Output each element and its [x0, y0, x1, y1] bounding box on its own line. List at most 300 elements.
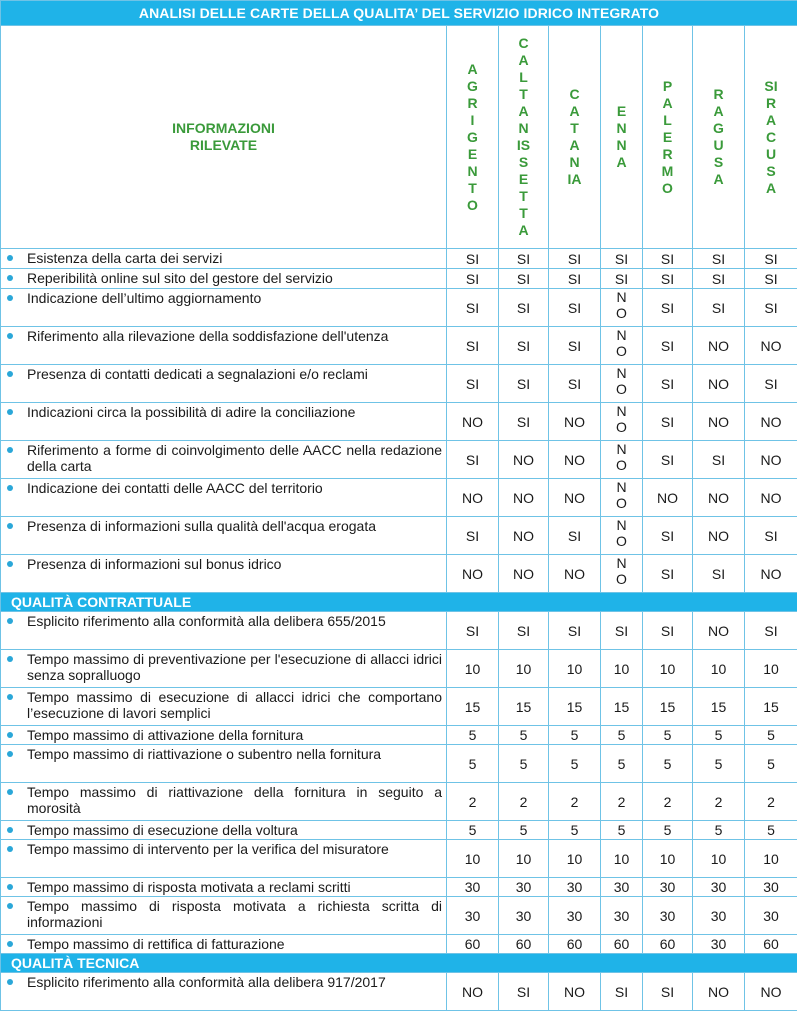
bullet-icon — [7, 371, 13, 377]
value-cell-ragusa: SI — [693, 249, 745, 269]
row-description-cell — [1, 878, 447, 897]
bullet-icon — [7, 941, 13, 947]
column-header-letter: E — [616, 103, 627, 119]
row-description: Tempo massimo di risposta motivata a reclami scritti — [27, 879, 351, 895]
value-cell-caltanissetta: SI — [499, 269, 549, 289]
value-cell-caltanissetta: 5 — [499, 745, 549, 783]
value-cell-catania: NO — [549, 403, 601, 441]
value-cell-enna: 15 — [601, 688, 643, 726]
value-cell-palermo: 30 — [643, 878, 693, 897]
value-cell-enna: N O — [601, 289, 643, 327]
column-header-letter: A — [662, 94, 673, 111]
bullet-icon — [7, 618, 13, 624]
value-cell-caltanissetta: 60 — [499, 935, 549, 954]
row-description: Tempo massimo di esecuzione della voltura — [27, 822, 298, 838]
column-header-letter: E — [662, 128, 673, 145]
column-header-ragusa — [693, 26, 745, 249]
row-description-cell — [1, 612, 447, 650]
value-cell-siracusa: SI — [745, 517, 797, 555]
table-row — [1, 783, 797, 821]
row-description-cell — [1, 897, 447, 935]
table-row — [1, 688, 797, 726]
value-cell-catania: SI — [549, 612, 601, 650]
value-cell-ragusa: 5 — [693, 745, 745, 783]
table-row — [1, 726, 797, 745]
bullet-icon — [7, 561, 13, 567]
value-cell-agrigento: 60 — [447, 935, 499, 954]
row-description: Presenza di informazioni sul bonus idrico — [27, 556, 282, 572]
value-cell-enna: SI — [601, 612, 643, 650]
value-cell-siracusa: NO — [745, 479, 797, 517]
bullet-icon — [7, 789, 13, 795]
value-cell-caltanissetta: SI — [499, 327, 549, 365]
column-header-letter: O — [467, 196, 478, 213]
value-cell-agrigento: SI — [447, 289, 499, 327]
column-header-letter: S — [518, 154, 529, 170]
value-cell-ragusa: NO — [693, 327, 745, 365]
value-cell-agrigento: 15 — [447, 688, 499, 726]
table-row — [1, 327, 797, 365]
value-cell-palermo: SI — [643, 973, 693, 1011]
value-cell-siracusa: NO — [745, 327, 797, 365]
value-cell-siracusa: 30 — [745, 878, 797, 897]
value-cell-agrigento: SI — [447, 441, 499, 479]
column-header-letter: IA — [567, 171, 582, 187]
bullet-icon — [7, 275, 13, 281]
value-cell-palermo: 30 — [643, 897, 693, 935]
bullet-icon — [7, 846, 13, 852]
column-header-letter: T — [519, 86, 528, 102]
value-cell-enna: N O — [601, 403, 643, 441]
value-cell-caltanissetta: 30 — [499, 878, 549, 897]
value-cell-palermo: SI — [643, 612, 693, 650]
value-cell-siracusa: SI — [745, 249, 797, 269]
column-header-letter: L — [519, 69, 528, 85]
column-header-letter: A — [713, 103, 724, 119]
row-description-cell — [1, 441, 447, 479]
column-header-letter: E — [467, 145, 478, 162]
value-cell-enna: 60 — [601, 935, 643, 954]
row-description: Tempo massimo di intervento per la verifica del misuratore — [27, 841, 389, 857]
column-header-enna — [601, 26, 643, 249]
value-cell-palermo: SI — [643, 555, 693, 593]
value-cell-caltanissetta: 5 — [499, 821, 549, 840]
column-header-letter: U — [765, 145, 777, 162]
section-label: QUALITÀ TECNICA — [1, 954, 797, 973]
value-cell-ragusa: SI — [693, 289, 745, 327]
value-cell-agrigento: NO — [447, 555, 499, 593]
value-cell-caltanissetta: SI — [499, 249, 549, 269]
table-row — [1, 650, 797, 688]
value-cell-palermo: 2 — [643, 783, 693, 821]
row-description: Tempo massimo di preventivazione per l'esecuzione di allacci idrici senza sopralluogo — [27, 651, 442, 683]
column-header-letter: N — [616, 137, 627, 153]
value-cell-enna: SI — [601, 973, 643, 1011]
value-cell-palermo: SI — [643, 327, 693, 365]
table-row — [1, 745, 797, 783]
value-cell-palermo: SI — [643, 365, 693, 403]
table-row — [1, 403, 797, 441]
value-cell-agrigento: 30 — [447, 897, 499, 935]
info-header — [1, 26, 447, 249]
value-cell-siracusa: NO — [745, 403, 797, 441]
value-cell-caltanissetta: SI — [499, 289, 549, 327]
column-header-letter: L — [663, 111, 672, 128]
column-header-letter: S — [713, 154, 724, 170]
value-cell-catania: SI — [549, 517, 601, 555]
value-cell-siracusa: NO — [745, 441, 797, 479]
value-cell-ragusa: NO — [693, 973, 745, 1011]
value-cell-palermo: 60 — [643, 935, 693, 954]
value-cell-siracusa: 30 — [745, 897, 797, 935]
value-cell-siracusa: 60 — [745, 935, 797, 954]
column-header-agrigento — [447, 26, 499, 249]
table-row — [1, 897, 797, 935]
row-description-cell — [1, 745, 447, 783]
value-cell-agrigento: NO — [447, 479, 499, 517]
value-cell-catania: 15 — [549, 688, 601, 726]
table-row — [1, 249, 797, 269]
value-cell-catania: 10 — [549, 840, 601, 878]
row-description: Tempo massimo di risposta motivata a richiesta scritta di informazioni — [27, 898, 442, 930]
column-header-letter: O — [662, 179, 673, 196]
value-cell-agrigento: 30 — [447, 878, 499, 897]
row-description-cell — [1, 289, 447, 327]
value-cell-enna: N O — [601, 479, 643, 517]
row-description-cell — [1, 403, 447, 441]
column-header-letter: U — [713, 137, 724, 153]
row-description: Reperibilità online sul sito del gestore del servizio — [27, 270, 333, 286]
bullet-icon — [7, 979, 13, 985]
bullet-icon — [7, 333, 13, 339]
table-row — [1, 517, 797, 555]
info-header-line: INFORMAZIONI — [172, 120, 275, 136]
value-cell-agrigento: SI — [447, 269, 499, 289]
value-cell-enna: 5 — [601, 745, 643, 783]
value-cell-siracusa: 15 — [745, 688, 797, 726]
row-description: Indicazioni circa la possibilità di adire la conciliazione — [27, 404, 356, 420]
value-cell-ragusa: SI — [693, 555, 745, 593]
row-description: Tempo massimo di rettifica di fatturazione — [27, 936, 285, 952]
value-cell-caltanissetta: SI — [499, 403, 549, 441]
value-cell-siracusa: 5 — [745, 821, 797, 840]
table-row — [1, 365, 797, 403]
value-cell-ragusa: NO — [693, 479, 745, 517]
value-cell-enna: N O — [601, 365, 643, 403]
value-cell-caltanissetta: NO — [499, 479, 549, 517]
column-header-letter: C — [765, 128, 777, 145]
value-cell-agrigento: 5 — [447, 745, 499, 783]
value-cell-ragusa: SI — [693, 441, 745, 479]
row-description-cell — [1, 821, 447, 840]
value-cell-catania: 30 — [549, 878, 601, 897]
value-cell-palermo: SI — [643, 249, 693, 269]
column-header-letter: A — [765, 179, 777, 196]
bullet-icon — [7, 255, 13, 261]
row-description-cell — [1, 479, 447, 517]
column-header-letter: G — [467, 128, 478, 145]
value-cell-enna: 5 — [601, 821, 643, 840]
bullet-icon — [7, 523, 13, 529]
bullet-icon — [7, 485, 13, 491]
bullet-icon — [7, 409, 13, 415]
column-header-catania — [549, 26, 601, 249]
column-header-letter: R — [467, 94, 478, 111]
table-row — [1, 821, 797, 840]
value-cell-ragusa: 5 — [693, 821, 745, 840]
value-cell-catania: 60 — [549, 935, 601, 954]
column-header-letter: T — [570, 120, 579, 136]
column-header-letter: S — [766, 162, 776, 179]
value-cell-ragusa: 15 — [693, 688, 745, 726]
column-header-letter: M — [661, 162, 674, 179]
row-description: Riferimento alla rilevazione della soddisfazione dell'utenza — [27, 328, 389, 344]
bullet-icon — [7, 903, 13, 909]
column-header-letter: A — [569, 103, 580, 119]
value-cell-palermo: SI — [643, 403, 693, 441]
bullet-icon — [7, 447, 13, 453]
column-header-letter: I — [470, 111, 475, 128]
table-row — [1, 441, 797, 479]
value-cell-catania: SI — [549, 327, 601, 365]
section-header-row — [1, 593, 797, 612]
value-cell-ragusa: NO — [693, 403, 745, 441]
column-header-letter: E — [518, 171, 529, 187]
value-cell-siracusa: 10 — [745, 650, 797, 688]
value-cell-caltanissetta: 10 — [499, 650, 549, 688]
value-cell-ragusa: 2 — [693, 783, 745, 821]
value-cell-caltanissetta: 30 — [499, 897, 549, 935]
bullet-icon — [7, 656, 13, 662]
value-cell-enna: N O — [601, 327, 643, 365]
value-cell-enna: N O — [601, 441, 643, 479]
value-cell-ragusa: 10 — [693, 840, 745, 878]
value-cell-siracusa: 2 — [745, 783, 797, 821]
value-cell-palermo: 15 — [643, 688, 693, 726]
value-cell-catania: SI — [549, 365, 601, 403]
value-cell-siracusa: SI — [745, 612, 797, 650]
value-cell-agrigento: NO — [447, 403, 499, 441]
column-header-letter: N — [518, 120, 529, 136]
row-description: Tempo massimo di esecuzione di allacci idrici che comportano l’esecuzione di lavori semplici — [27, 689, 442, 721]
value-cell-palermo: 5 — [643, 745, 693, 783]
value-cell-ragusa: 5 — [693, 726, 745, 745]
column-header-letter: A — [713, 171, 724, 187]
column-header-letter: A — [765, 111, 777, 128]
bullet-icon — [7, 295, 13, 301]
value-cell-siracusa: 10 — [745, 840, 797, 878]
row-description: Esplicito riferimento alla conformità alla delibera 917/2017 — [27, 974, 386, 990]
column-header-letter: A — [569, 137, 580, 153]
column-header-letter: A — [518, 222, 529, 238]
row-description-cell — [1, 327, 447, 365]
value-cell-palermo: SI — [643, 441, 693, 479]
column-header-letter: T — [468, 179, 477, 196]
value-cell-catania: NO — [549, 973, 601, 1011]
value-cell-agrigento: 2 — [447, 783, 499, 821]
value-cell-caltanissetta: SI — [499, 365, 549, 403]
value-cell-enna: N O — [601, 517, 643, 555]
column-header-letter: SI — [764, 77, 778, 94]
row-description-cell — [1, 365, 447, 403]
column-header-letter: A — [467, 60, 478, 77]
value-cell-ragusa: 30 — [693, 897, 745, 935]
table-row — [1, 973, 797, 1011]
table-row — [1, 612, 797, 650]
value-cell-ragusa: NO — [693, 365, 745, 403]
value-cell-palermo: SI — [643, 289, 693, 327]
table-row — [1, 269, 797, 289]
value-cell-catania: 5 — [549, 821, 601, 840]
bullet-icon — [7, 884, 13, 890]
value-cell-siracusa: SI — [745, 289, 797, 327]
value-cell-siracusa: NO — [745, 555, 797, 593]
row-description: Riferimento a forme di coinvolgimento delle AACC nella redazione della carta — [27, 442, 442, 474]
row-description: Tempo massimo di riattivazione della fornitura in seguito a morosità — [27, 784, 442, 816]
row-description-cell — [1, 249, 447, 269]
column-header-caltanissetta — [499, 26, 549, 249]
column-header-letter: T — [519, 205, 528, 221]
column-header-letter: R — [713, 86, 724, 102]
row-description-cell — [1, 840, 447, 878]
bullet-icon — [7, 694, 13, 700]
column-header-letter: A — [518, 52, 529, 68]
value-cell-agrigento: 10 — [447, 650, 499, 688]
column-header-letter: A — [518, 103, 529, 119]
value-cell-catania: NO — [549, 479, 601, 517]
value-cell-siracusa: SI — [745, 269, 797, 289]
value-cell-enna: 5 — [601, 726, 643, 745]
column-header-letter: C — [569, 86, 580, 102]
row-description-cell — [1, 555, 447, 593]
value-cell-agrigento: SI — [447, 327, 499, 365]
table-row — [1, 289, 797, 327]
value-cell-palermo: SI — [643, 269, 693, 289]
bullet-icon — [7, 751, 13, 757]
table-row — [1, 479, 797, 517]
row-description: Esistenza della carta dei servizi — [27, 250, 223, 266]
value-cell-ragusa: NO — [693, 517, 745, 555]
row-description: Presenza di contatti dedicati a segnalazioni e/o reclami — [27, 366, 368, 382]
value-cell-caltanissetta: 5 — [499, 726, 549, 745]
value-cell-catania: NO — [549, 555, 601, 593]
value-cell-ragusa: 10 — [693, 650, 745, 688]
value-cell-caltanissetta: NO — [499, 555, 549, 593]
column-header-letter: N — [569, 154, 580, 170]
value-cell-caltanissetta: NO — [499, 441, 549, 479]
value-cell-enna: 30 — [601, 878, 643, 897]
column-header-letter: G — [467, 77, 478, 94]
value-cell-ragusa: SI — [693, 269, 745, 289]
value-cell-catania: 5 — [549, 726, 601, 745]
row-description: Tempo massimo di attivazione della fornitura — [27, 727, 304, 743]
row-description: Tempo massimo di riattivazione o subentro nella fornitura — [27, 746, 382, 762]
table-row — [1, 555, 797, 593]
value-cell-agrigento: SI — [447, 612, 499, 650]
value-cell-caltanissetta: 15 — [499, 688, 549, 726]
value-cell-catania: 30 — [549, 897, 601, 935]
value-cell-enna: SI — [601, 269, 643, 289]
value-cell-ragusa: 30 — [693, 878, 745, 897]
value-cell-catania: 2 — [549, 783, 601, 821]
value-cell-siracusa: 5 — [745, 726, 797, 745]
column-header-letter: R — [765, 94, 777, 111]
value-cell-enna: SI — [601, 249, 643, 269]
value-cell-agrigento: SI — [447, 365, 499, 403]
row-description-cell — [1, 650, 447, 688]
value-cell-agrigento: NO — [447, 973, 499, 1011]
value-cell-enna: N O — [601, 555, 643, 593]
row-description: Presenza di informazioni sulla qualità dell'acqua erogata — [27, 518, 376, 534]
value-cell-caltanissetta: 2 — [499, 783, 549, 821]
column-header-letter: T — [519, 188, 528, 204]
table-title: ANALISI DELLE CARTE DELLA QUALITA’ DEL SERVIZIO IDRICO INTEGRATO — [1, 1, 797, 26]
value-cell-ragusa: 30 — [693, 935, 745, 954]
row-description: Indicazione dell’ultimo aggiornamento — [27, 290, 262, 306]
table-row — [1, 878, 797, 897]
table-row — [1, 935, 797, 954]
value-cell-catania: SI — [549, 289, 601, 327]
value-cell-catania: 5 — [549, 745, 601, 783]
column-header-letter: IS — [516, 137, 531, 153]
row-description: Indicazione dei contatti delle AACC del territorio — [27, 480, 323, 496]
row-description-cell — [1, 726, 447, 745]
row-description-cell — [1, 783, 447, 821]
row-description: Esplicito riferimento alla conformità alla delibera 655/2015 — [27, 613, 386, 629]
value-cell-enna: 10 — [601, 840, 643, 878]
value-cell-palermo: 5 — [643, 821, 693, 840]
info-header-line: RILEVATE — [189, 137, 258, 153]
column-header-letter: N — [467, 162, 478, 179]
column-header-letter: P — [662, 77, 673, 94]
column-header-siracusa — [745, 26, 797, 249]
value-cell-siracusa: NO — [745, 973, 797, 1011]
value-cell-caltanissetta: SI — [499, 612, 549, 650]
value-cell-catania: NO — [549, 441, 601, 479]
row-description-cell — [1, 269, 447, 289]
value-cell-palermo: 10 — [643, 840, 693, 878]
row-description-cell — [1, 688, 447, 726]
column-header-palermo — [643, 26, 693, 249]
value-cell-agrigento: 5 — [447, 821, 499, 840]
row-description-cell — [1, 973, 447, 1011]
column-header-letter: N — [616, 120, 627, 136]
value-cell-palermo: 10 — [643, 650, 693, 688]
bullet-icon — [7, 827, 13, 833]
table-row — [1, 840, 797, 878]
section-header-row — [1, 954, 797, 973]
value-cell-caltanissetta: SI — [499, 973, 549, 1011]
value-cell-caltanissetta: NO — [499, 517, 549, 555]
column-header-letter: G — [713, 120, 724, 136]
value-cell-catania: SI — [549, 269, 601, 289]
value-cell-palermo: SI — [643, 517, 693, 555]
value-cell-enna: 30 — [601, 897, 643, 935]
value-cell-agrigento: 10 — [447, 840, 499, 878]
column-header-letter: R — [662, 145, 673, 162]
value-cell-enna: 10 — [601, 650, 643, 688]
value-cell-agrigento: SI — [447, 517, 499, 555]
bullet-icon — [7, 732, 13, 738]
value-cell-palermo: NO — [643, 479, 693, 517]
value-cell-catania: SI — [549, 249, 601, 269]
value-cell-enna: 2 — [601, 783, 643, 821]
value-cell-ragusa: NO — [693, 612, 745, 650]
value-cell-caltanissetta: 10 — [499, 840, 549, 878]
row-description-cell — [1, 517, 447, 555]
value-cell-agrigento: SI — [447, 249, 499, 269]
value-cell-agrigento: 5 — [447, 726, 499, 745]
